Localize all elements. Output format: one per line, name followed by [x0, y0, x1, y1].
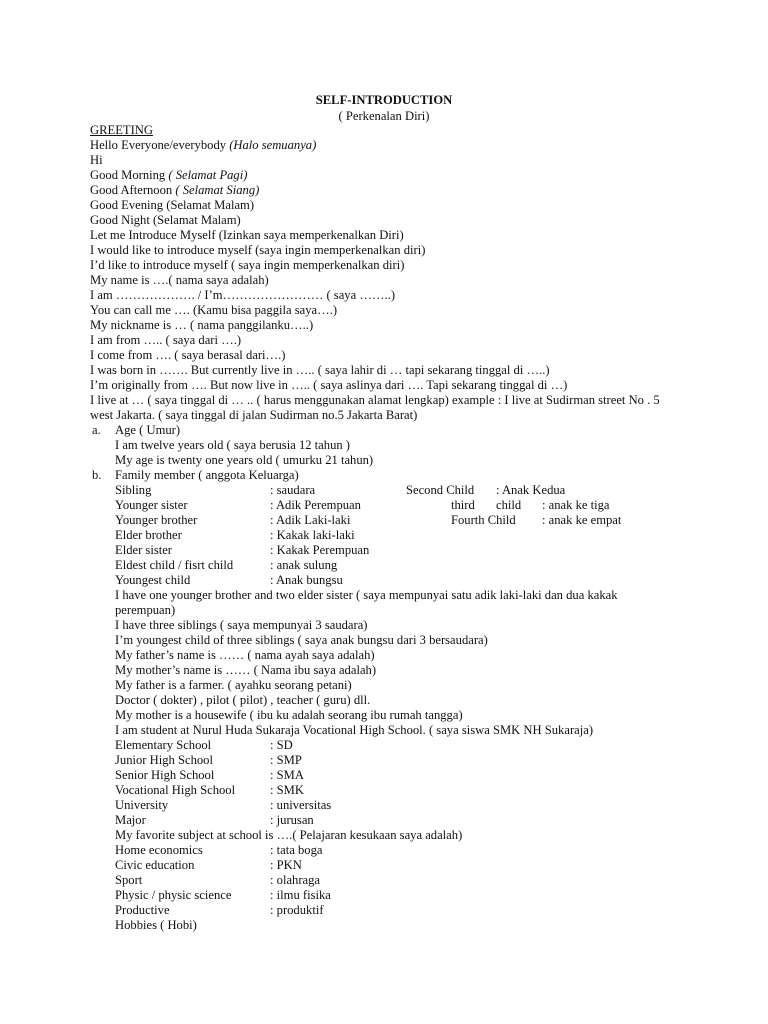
intro-line: I am from ….. ( saya dari ….): [90, 333, 242, 347]
intro-line: I live at … ( saya tinggal di … .. ( harus menggunakan alamat lengkap) example : I live at Sudirman street No . 5: [90, 393, 660, 407]
vocab-row: Younger brother : Adik Laki-laki Fourth Child : anak ke empat: [115, 513, 622, 527]
family-line: Doctor ( dokter) , pilot ( pilot) , teacher ( guru) dll.: [115, 693, 371, 707]
family-line: I am student at Nurul Huda Sukaraja Vocational High School. ( saya siswa SMK NH Sukaraja): [115, 723, 594, 737]
family-line: My mother’s name is …… ( Nama ibu saya adalah): [115, 663, 377, 677]
intro-line: I come from …. ( saya berasal dari….): [90, 348, 286, 362]
vocab-row: Physic / physic science : ilmu fisika: [115, 888, 331, 902]
vocab-row: Home economics : tata boga: [115, 843, 323, 857]
page-subtitle: ( Perkenalan Diri): [338, 109, 430, 123]
vocab-row: Productive : produktif: [115, 903, 324, 917]
greeting-heading: GREETING: [90, 123, 153, 137]
family-line: My father’s name is …… ( nama ayah saya adalah): [115, 648, 375, 662]
family-line: perempuan): [115, 603, 176, 617]
intro-line: I’m originally from …. But now live in ….. ( saya aslinya dari …. Tapi sekarang tinggal di …): [90, 378, 568, 392]
family-line: I’m youngest child of three siblings ( saya anak bungsu dari 3 bersaudara): [115, 633, 488, 647]
section-heading-family: Family member ( anggota Keluarga): [115, 468, 299, 482]
intro-line: I’d like to introduce myself ( saya ingin memperkenalkan diri): [90, 258, 405, 272]
vocab-row: Eldest child / fisrt child : anak sulung: [115, 558, 338, 572]
family-line: My father is a farmer. ( ayahku seorang petani): [115, 678, 352, 692]
greeting-line: Good Evening (Selamat Malam): [90, 198, 255, 212]
greeting-line: Hi: [90, 153, 103, 167]
greeting-line: Good Afternoon ( Selamat Siang): [90, 183, 260, 197]
vocab-row: Younger sister : Adik Perempuan third child : anak ke tiga: [115, 498, 610, 512]
subject-line: My favorite subject at school is ….( Pelajaran kesukaan saya adalah): [115, 828, 463, 842]
vocab-row: Elementary School : SD: [115, 738, 293, 752]
vocab-row: Vocational High School : SMK: [115, 783, 304, 797]
vocab-row: Major : jurusan: [115, 813, 314, 827]
vocab-row: Civic education : PKN: [115, 858, 302, 872]
list-marker: b.: [92, 468, 102, 482]
intro-line: I was born in ……. But currently live in ….. ( saya lahir di … tapi sekarang tinggal di …..): [90, 363, 550, 377]
section-heading-age: Age ( Umur): [115, 423, 181, 437]
vocab-row: Junior High School : SMP: [115, 753, 302, 767]
greeting-line: Good Morning ( Selamat Pagi): [90, 168, 248, 182]
intro-line: I would like to introduce myself (saya ingin memperkenalkan diri): [90, 243, 426, 257]
intro-line: My name is ….( nama saya adalah): [90, 273, 269, 287]
page-title: SELF-INTRODUCTION: [315, 93, 453, 107]
intro-line: west Jakarta. ( saya tinggal di jalan Sudirman no.5 Jakarta Barat): [90, 408, 418, 422]
age-line: My age is twenty one years old ( umurku 21 tahun): [115, 453, 374, 467]
greeting-line: Good Night (Selamat Malam): [90, 213, 241, 227]
hobbies-line: Hobbies ( Hobi): [115, 918, 197, 932]
list-marker: a.: [92, 423, 101, 437]
greeting-line: Hello Everyone/everybody (Halo semuanya): [90, 138, 317, 152]
family-line: My mother is a housewife ( ibu ku adalah seorang ibu rumah tangga): [115, 708, 463, 722]
vocab-row: Youngest child : Anak bungsu: [115, 573, 343, 587]
family-line: I have three siblings ( saya mempunyai 3 saudara): [115, 618, 368, 632]
vocab-row: Sport : olahraga: [115, 873, 320, 887]
intro-line: I am ………………. / I’m…………………… ( saya ……..): [90, 288, 396, 302]
intro-line: Let me Introduce Myself (Izinkan saya memperkenalkan Diri): [90, 228, 404, 242]
vocab-row: Sibling : saudara Second Child : Anak Kedua: [115, 483, 566, 497]
family-line: I have one younger brother and two elder sister ( saya mempunyai satu adik laki-laki dan dua kakak: [115, 588, 618, 602]
intro-line: You can call me …. (Kamu bisa paggila saya….): [90, 303, 338, 317]
vocab-row: Senior High School : SMA: [115, 768, 304, 782]
vocab-row: University : universitas: [115, 798, 332, 812]
vocab-row: Elder brother : Kakak laki-laki: [115, 528, 355, 542]
vocab-row: Elder sister : Kakak Perempuan: [115, 543, 370, 557]
age-line: I am twelve years old ( saya berusia 12 tahun ): [115, 438, 351, 452]
intro-line: My nickname is … ( nama panggilanku…..): [90, 318, 314, 332]
